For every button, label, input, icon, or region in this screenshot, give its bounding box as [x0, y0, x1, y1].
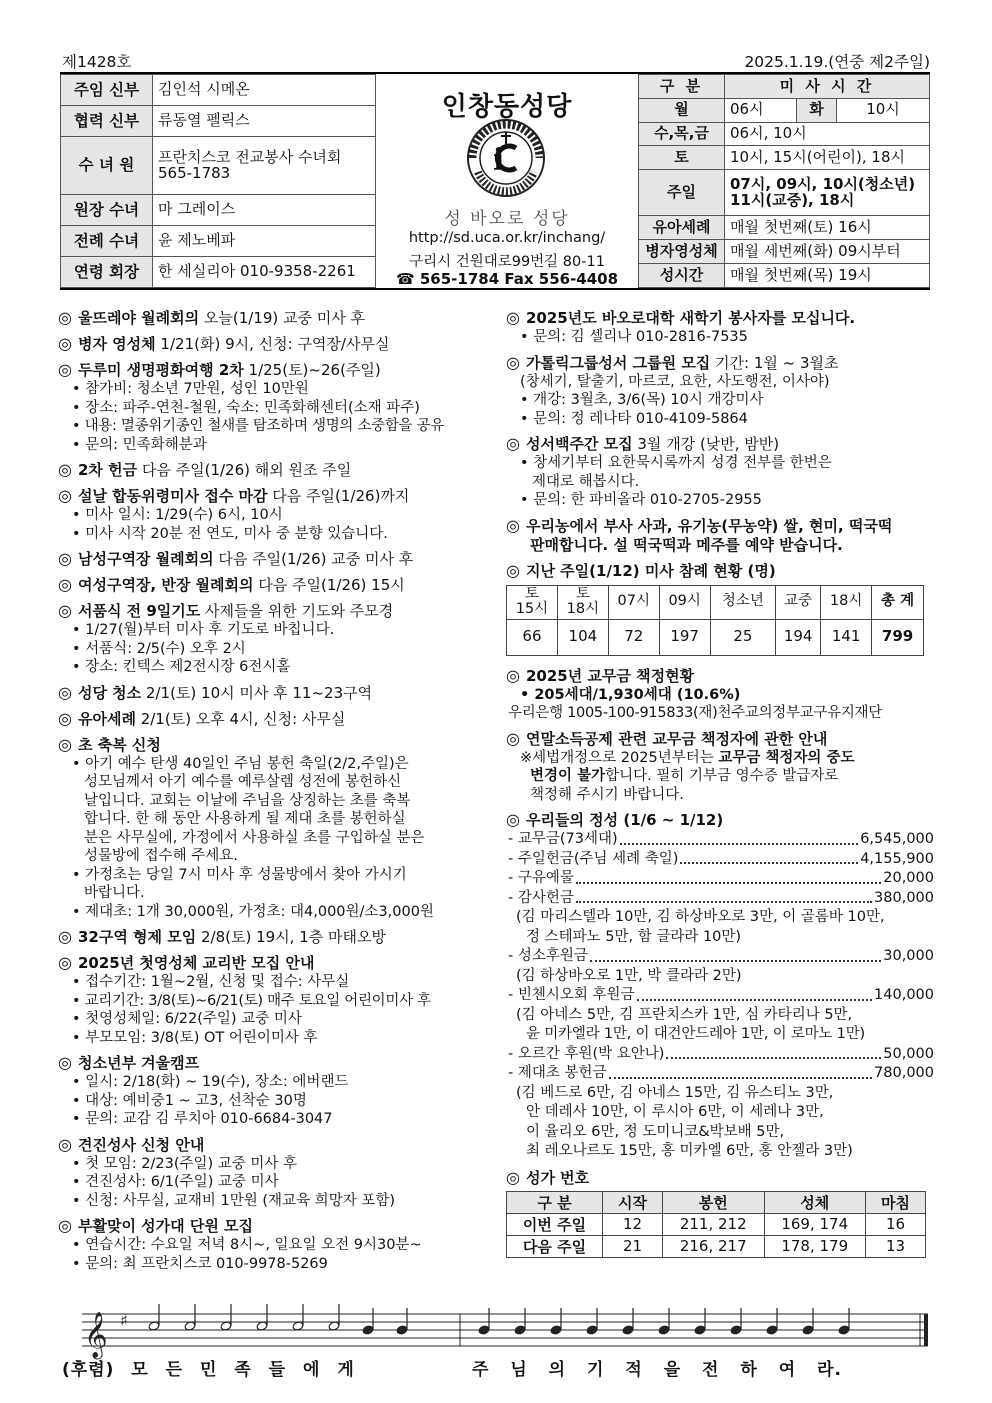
notice-item: ◎ 2차 헌금 다음 주일(1/26) 해외 원조 주일 [58, 460, 352, 479]
note-mark [730, 1325, 742, 1335]
staff-role: 주임 신부 [61, 75, 153, 106]
staff-role: 연령 회장 [61, 257, 153, 288]
note-mark [694, 1325, 706, 1335]
offering-row: - 감사헌금 380,000 [508, 889, 934, 906]
parish-address: 구리시 건원대로99번길 80-11 [409, 254, 605, 270]
notice-item: ◎ 연말소득공제 관련 교무금 책정자에 관한 안내 ※세법개정으로 2025년부터는 교무금 책정자의 중도 변경이 불가합니다. 필히 기부금 영수증 발급자로 책정해 주시기 바랍니다. [506, 728, 855, 803]
issue-line [62, 50, 930, 72]
notice-item: ◎ 우리농에서 부사 사과, 유기농(무농약) 쌀, 현미, 떡국떡 판매합니다. 설 떡국떡과 메주를 예약 받습니다. [506, 515, 893, 554]
note-mark [396, 1325, 408, 1335]
note-mark [362, 1325, 374, 1335]
note-mark [478, 1325, 490, 1335]
right-column [506, 308, 934, 1264]
left-column [58, 308, 488, 1279]
parish-saint: 성 바오로 성당 [444, 209, 570, 229]
offering-row: - 주일헌금(주님 세례 축일) 4,155,900 [508, 850, 934, 867]
notice-item: ◎ 성서백주간 모집 3월 개강 (낮반, 밤반) • 창세기부터 요한묵시록까지 성경 전부를 한번은 제대로 해봅시다. • 문의: 한 파비올라 010-2705-2955 [506, 434, 934, 510]
note-mark [622, 1325, 634, 1335]
music-staff [62, 1300, 932, 1360]
note-mark [766, 1325, 778, 1335]
issue-date: 2025.1.19.(연중 제2주일) [744, 53, 930, 71]
staff-role: 원장 수녀 [61, 195, 153, 226]
mass-schedule-table: 구 분 미 사 시 간 월 06시 화 10시 수,목,금 06시, 10시 토 10시, 15시(어린이), 18시 주일 07시, 09시, 10시(청소년) 11시(교중), 18시 유아세례 매월 첫번째(토) 16시 병자영성체 매월 세번째(화) 09시부터 성시간 매월 첫번째(목) 19시 [638, 74, 930, 288]
notice-item: ◎ 성가 번호 구 분 시작 봉헌 성체 마침 이번 주일 12 211, 212 169, 174 16 다음 주일 21 216, 217 178, 179 13 [506, 1168, 934, 1258]
staff-name: 마 그레이스 [153, 195, 376, 226]
offering-row: - 성소후원금 30,000 [508, 948, 934, 964]
parish-name: 인창동성당 [441, 92, 573, 122]
notice-item: ◎ 남성구역장 월례회의 다음 주일(1/26) 교중 미사 후 [58, 549, 414, 568]
svg-text:i: i [493, 143, 505, 178]
parish-info [378, 74, 636, 288]
issue-number: 제1428호 [62, 53, 132, 71]
staff-name: 김인석 시메온 [153, 75, 376, 106]
header-box [60, 72, 930, 290]
note-mark [838, 1325, 850, 1335]
hymn-number-table: 구 분 시작 봉헌 성체 마침 이번 주일 12 211, 212 169, 174 16 다음 주일 21 216, 217 178, 179 13 [506, 1191, 926, 1258]
notice-item: ◎ 서품식 전 9일기도 사제들을 위한 기도와 주모경 • 1/27(월)부터 미사 후 기도로 바칩니다. • 서품식: 2/5(수) 오후 2시 • 장소: 킨텍스 제2전시장 6전시홀 [58, 601, 488, 677]
offering-row: - 교무금(73세대) 6,545,000 [508, 831, 934, 847]
offering-list: - 교무금(73세대) 6,545,000 - 주일헌금(주님 세례 축일) 4,155,900 - 구유예물 20,000 - 감사헌금 380,000 (김 마리스텔라 10만, 김 하상바오로 3만, 이 골롬바 10만, 정 스테파노 5만, 함 글라라 10만) - 성소후원금 30,000 (김 하상바오로 1만, 박 클라라 2만) - 빈첸시오회 후원금 140,000 (김 아네스 5만, 김 프란치스카 1만, 심 카타리나 5만, 윤 미카엘라 1만, 이 대건안드레아 1만, 이 로마노 1만) - 오르간 후원(박 요안나) 50,000 - 제대초 봉헌금 780,000 (김 베드로 6만, 김 아네스 15만, 김 유스티노 3만, 안 데레사 10만, 이 루시아 6만, 이 세레나 3만, 이 율리오 6만, 정 도미니코&박보배 5만, 최 레오나르도 15만, 홍 미카엘 6만, 홍 안젤라 3만) [508, 831, 934, 1159]
parish-url[interactable]: http://sd.uca.or.kr/inchang/ [408, 230, 606, 246]
notice-item: ◎ 초 축복 신청 • 아기 예수 탄생 40일인 주님 봉헌 축일(2/2,주일)은 성모님께서 아기 예수를 예루살렘 성전에 봉헌하신 날입니다. 교회는 이날에 주님을 상징하는 초를 축복 합니다. 한 해 동안 사용하게 될 제대 초를 봉헌하실 분은 사무실에, 가정에서 사용하실 초를 구입하실 분은 성물방에 접수해 주세요. • 가정초는 당일 7시 미사 후 성물방에서 찾아 가시기 바랍니다. • 제대초: 1개 30,000원, 가정초: 대4,000원/소3,000원 [58, 735, 488, 922]
offering-row: - 제대초 봉헌금 780,000 [508, 1065, 934, 1081]
notice-item: ◎ 병자 영성체 1/21(화) 9시, 신청: 구역장/사무실 [58, 334, 390, 353]
staff-role: 수 녀 원 [61, 136, 153, 194]
staff-table [60, 74, 376, 288]
note-mark [658, 1325, 670, 1335]
staff-name: 한 세실리아 010-9358-2261 [153, 257, 376, 288]
offering-row: - 오르간 후원(박 요안나) 50,000 [508, 1045, 934, 1062]
notice-item: ◎ 청소년부 겨울캠프 • 일시: 2/18(화) ~ 19(수), 장소: 에버랜드 • 대상: 예비중1 ~ 고3, 선착순 30명 • 문의: 교감 김 루치아 010-6684-3047 [58, 1053, 488, 1129]
notice-item: ◎ 여성구역장, 반장 월례회의 다음 주일(1/26) 15시 [58, 575, 405, 594]
note-mark [514, 1325, 526, 1335]
notice-item: ◎ 가톨릭그룹성서 그룹원 모집 기간: 1월 ~ 3월초 (창세기, 탈출기, 마르코, 요한, 사도행전, 이사야) • 개강: 3월초, 3/6(목) 10시 개강미사 • 문의: 정 레나타 010-4109-5864 [506, 353, 934, 429]
staff-name: 류동열 펠릭스 [153, 105, 376, 136]
staff-name: 윤 제노베파 [153, 226, 376, 257]
notice-item: ◎ 부활맞이 성가대 단원 모집 • 연습시간: 수요일 저녁 8시~, 일요일 오전 9시30분~ • 문의: 최 프란치스코 010-9978-5269 [58, 1216, 488, 1273]
staff-name: 프란치스코 전교봉사 수녀회 565-1783 [153, 136, 376, 194]
notice-item: ◎ 설날 합동위령미사 접수 마감 다음 주일(1/26)까지 • 미사 일시: 1/29(수) 6시, 10시 • 미사 시작 20분 전 연도, 미사 중 분향 있습니다. [58, 486, 488, 543]
notice-item: ◎ 32구역 형제 모임 2/8(토) 19시, 1층 마태오방 [58, 927, 386, 946]
notice-item: ◎ 우리들의 정성 (1/6 ~ 1/12) - 교무금(73세대) 6,545,000 - 주일헌금(주님 세례 축일) 4,155,900 - 구유예물 20,000 - 감사헌금 380,000 (김 마리스텔라 10만, 김 하상바오로 3만, 이 골롬바 10만, 정 스테파노 5만, 함 글라라 10만) - 성소후원금 30,000 (김 하상바오로 1만, 박 클라라 2만) - 빈첸시오회 후원금 140,000 (김 아네스 5만, 김 프란치스카 1만, 심 카타리나 5만, 윤 미카엘라 1만, 이 대건안드레아 1만, 이 로마노 1만) - 오르간 후원(박 요안나) 50,000 - 제대초 봉헌금 780,000 (김 베드로 6만, 김 아네스 15만, 김 유스티노 3만, 안 데레사 10만, 이 루시아 6만, 이 세레나 3만, 이 율리오 6만, 정 도미니코&박보배 5만, 최 레오나르도 15만, 홍 미카엘 6만, 홍 안젤라 3만) [506, 810, 934, 1162]
notice-item: ◎ 지난 주일(1/12) 미사 참례 현황 (명) 토 15시 토 18시 07시 09시 청소년 교중 18시 총 계 66 104 72 197 25 194 141 799 [506, 561, 934, 656]
parish-logo-icon [466, 118, 546, 198]
notice-item: ◎ 2025년 교무금 책정현황 • 205세대/1,930세대 (10.6%) 우리은행 1005-100-915833(재)천주교의정부교구유지재단 [506, 665, 882, 721]
treble-clef-icon: 𝄞 [84, 1312, 108, 1358]
notice-item: ◎ 유아세례 2/1(토) 오후 4시, 신청: 사무실 [58, 708, 346, 728]
staff-role: 전례 수녀 [61, 226, 153, 257]
notice-item: ◎ 두루미 생명평화여행 2차 1/25(토)~26(주일) • 참가비: 청소년 7만원, 성인 10만원 • 장소: 파주-연천-철원, 숙소: 민족화해센터(소재 파주) • 내용: 멸종위기종인 철새를 탐조하며 생명의 소중함을 공유 • 문의: 민족화해분과 [58, 360, 488, 454]
note-mark [586, 1325, 598, 1335]
sharp-icon: ♯ [120, 1311, 128, 1330]
notice-item: ◎ 2025년 첫영성체 교리반 모집 안내 • 접수기간: 1월~2월, 신청 및 접수: 사무실 • 교리기간: 3/8(토)~6/21(토) 매주 토요일 어린이미사 후 • 첫영성체일: 6/22(주일) 교중 미사 • 부모모임: 3/8(토) OT 어린이미사 후 [58, 953, 488, 1047]
staff-role: 협력 신부 [61, 105, 153, 136]
notice-item: ◎ 울뜨레야 월례회의 오늘(1/19) 교중 미사 후 [58, 308, 366, 327]
notice-item: ◎ 성당 청소 2/1(토) 10시 미사 후 11~23구역 [58, 682, 373, 702]
offering-row: - 구유예물 20,000 [508, 870, 934, 886]
parish-phone: ☎ 565-1784 Fax 556-4408 [395, 270, 619, 288]
note-mark [802, 1325, 814, 1335]
notice-item: ◎ 2025년도 바오로대학 새학기 봉사자를 모십니다. • 문의: 김 셀리나 010-2816-7535 [506, 308, 934, 347]
notice-item: ◎ 견진성사 신청 안내 • 첫 모임: 2/23(주일) 교중 미사 후 • 견진성사: 6/1(주일) 교중 미사 • 신청: 사무실, 교재비 1만원 (재교육 희망자 포함) [58, 1135, 488, 1211]
note-mark [550, 1325, 562, 1335]
attendance-table: 토 15시 토 18시 07시 09시 청소년 교중 18시 총 계 66 104 72 197 25 194 141 799 [506, 585, 924, 656]
offering-row: - 빈첸시오회 후원금 140,000 [508, 987, 934, 1003]
